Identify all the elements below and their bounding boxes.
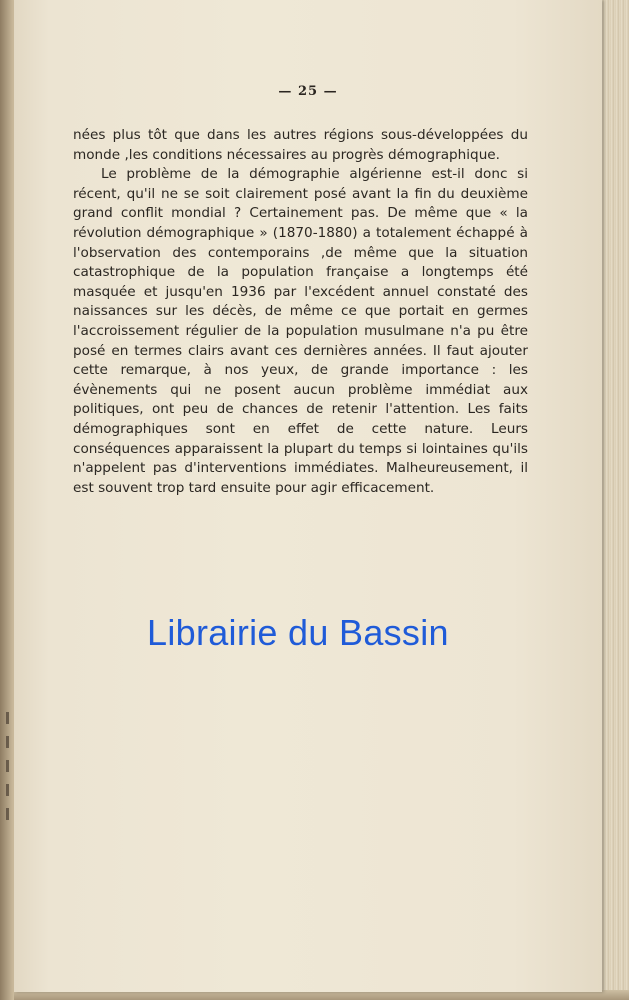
left-margin-marks [2,700,12,820]
page-stack-edges [600,0,629,1000]
margin-mark [6,712,9,724]
margin-mark [6,736,9,748]
book-spine-shadow [0,0,14,1000]
margin-mark [6,760,9,772]
paragraph-continuation: nées plus tôt que dans les autres régions sous-développées du monde ,les conditions nécessaires au progrès démographique. [73,127,528,163]
paragraph-main: Le problème de la démographie algérienne est-il donc si récent, qu'il ne se soit clairement posé avant la fin du deuxième grand conflit mondial ? Certainement pas. De même que « la révolution démographique » (1870-1880) a totalement échappé à l'observation des contemporains ,de même que la situation catastrophique de la population française a longtemps été masquée et jusqu'en 1936 par l'excédent annuel constaté des naissances sur les décès, de même ce que portait en germes l'accroissement régulier de la population musulmane n'a pu être posé en termes clairs avant ces dernières années. Il faut ajouter cette remarque, à nos yeux, de grande importance : les évènements qui ne posent aucun problème immédiat aux politiques, ont peu de chances de retenir l'attention. Les faits démographiques sont en effet de cette nature. Leurs conséquences apparaissent la plupart du temps si lointaines qu'ils n'appelent pas d'interventions immédiates. Malheureusement, il est souvent trop tard ensuite pour agir efficacement. [73,166,528,496]
watermark-text: Librairie du Bassin [147,612,449,653]
margin-mark [6,808,9,820]
book-page [14,0,602,992]
margin-mark [6,784,9,796]
page-number: — 25 — [278,84,338,99]
body-text [73,126,528,498]
